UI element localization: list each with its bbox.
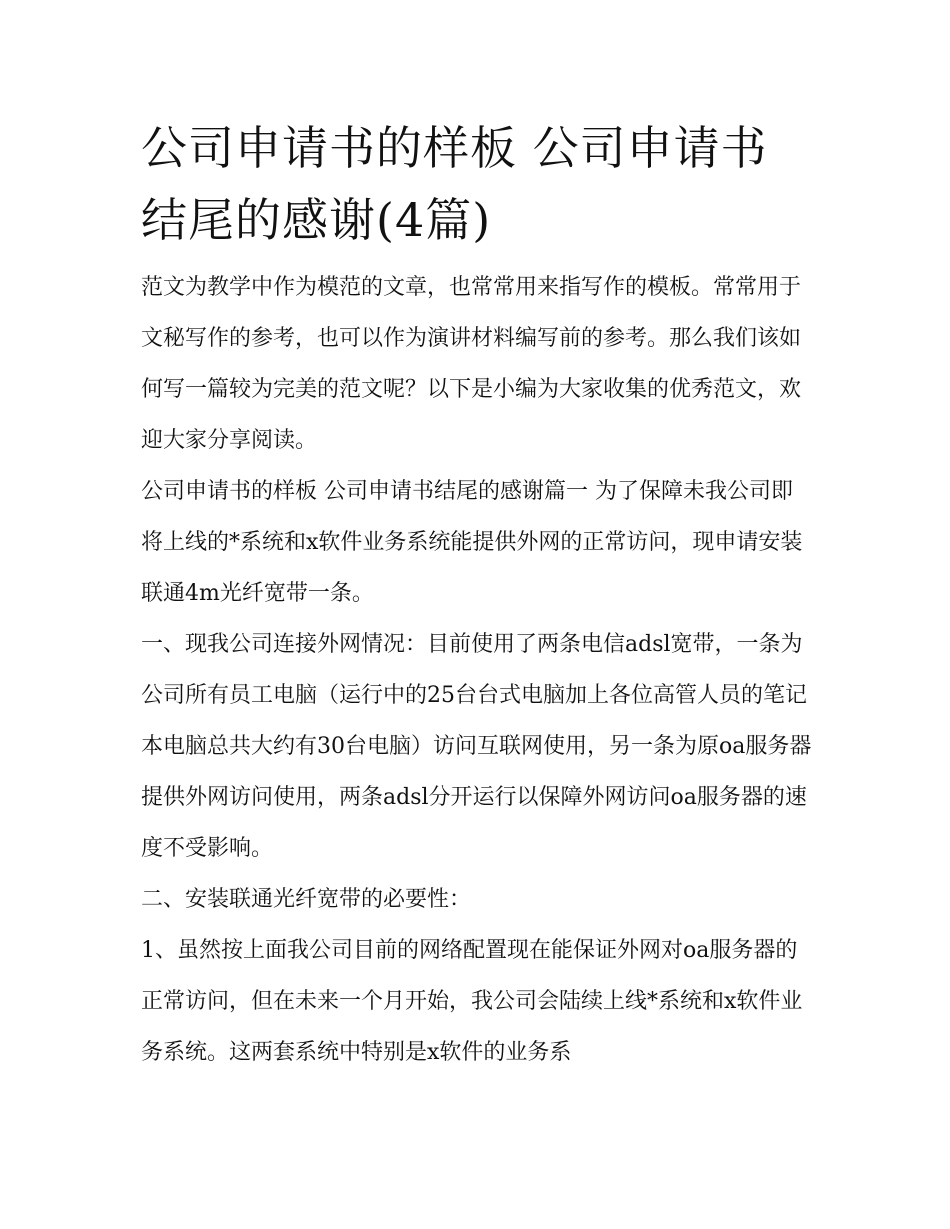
document-page (141, 112, 813, 1078)
paragraph-point-one: 1、虽然按上面我公司目前的网络配置现在能保证外网对oa服务器的正常访问，但在未来一个月开始，我公司会陆续上线*系统和x软件业务系统。这两套系统中特别是x软件的业务系 (141, 938, 803, 1065)
paragraph-current-network: 一、现我公司连接外网情况：目前使用了两条电信adsl宽带，一条为公司所有员工电脑（运行中的25台台式电脑加上各位高管人员的笔记本电脑总共大约有30台电脑）访问互联网使用，另一条为原oa服务器提供外网访问使用，两条adsl分开运行以保障外网访问oa服务器的速度不受影响。 (141, 632, 812, 861)
paragraph-intro: 范文为教学中作为模范的文章，也常常用来指写作的模板。常常用于文秘写作的参考，也可以作为演讲材料编写前的参考。那么我们该如何写一篇较为完美的范文呢？以下是小编为大家收集的优秀范文，欢迎大家分享阅读。 (141, 275, 802, 453)
paragraph-section-heading: 二、安装联通光纤宽带的必要性： (141, 887, 472, 912)
document-title: 公司申请书的样板 公司申请书结尾的感谢(4篇) (141, 121, 768, 247)
paragraph-sample-one: 公司申请书的样板 公司申请书结尾的感谢篇一 为了保障未我公司即将上线的*系统和x软件业务系统能提供外网的正常访问，现申请安装联通4m光纤宽带一条。 (141, 479, 803, 606)
document-body (141, 262, 813, 1078)
